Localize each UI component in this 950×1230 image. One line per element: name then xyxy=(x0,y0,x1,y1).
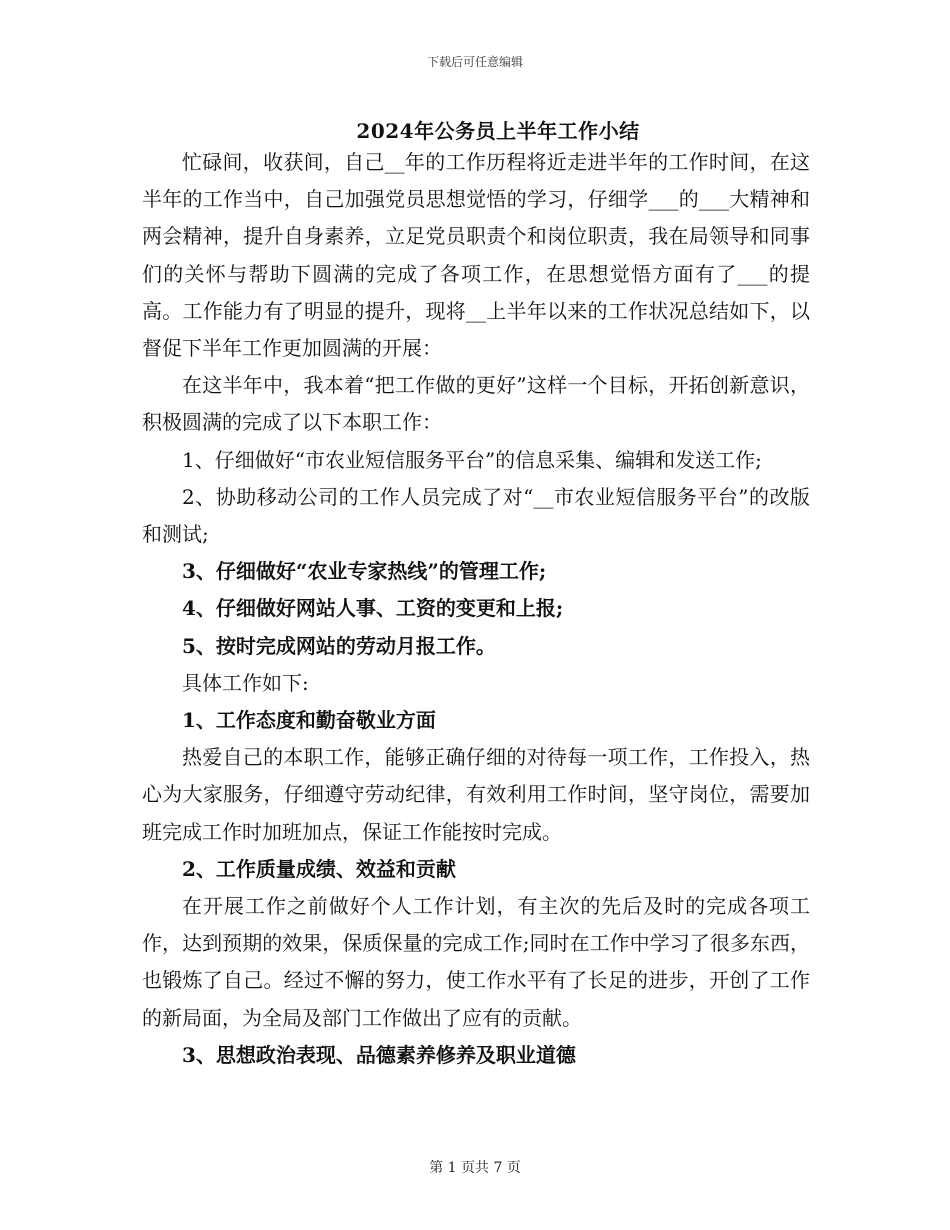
document-body xyxy=(142,144,810,1074)
page-header: 下载后可任意编辑 xyxy=(426,55,523,69)
document-title: 2024年公务员上半年工作小结 xyxy=(356,119,640,143)
paragraph-section-2: 在开展工作之前做好个人工作计划，有主次的先后及时的完成各项工作，达到预期的效果，保质保量的完成工作;同时在工作中学习了很多东西，也锻炼了自己。经过不懈的努力，使工作水平有了长足的进步，开创了工作的新局面，为全局及部门工作做出了应有的贡献。 xyxy=(142,894,810,1030)
list-item-5: 5、按时完成网站的劳动月报工作。 xyxy=(182,633,496,658)
paragraph-goal: 在这半年中，我本着“把工作做的更好”这样一个目标，开拓创新意识，积极圆满的完成了以下本职工作： xyxy=(142,373,810,435)
section-heading-2: 2、工作质量成绩、效益和贡献 xyxy=(182,856,456,881)
section-heading-1: 1、工作态度和勤奋敬业方面 xyxy=(182,708,436,733)
list-item-1: 1、仔细做好“市农业短信服务平台”的信息采集、编辑和发送工作; xyxy=(182,447,762,472)
list-item-3: 3、仔细做好“农业专家热线”的管理工作; xyxy=(182,559,547,584)
page-footer: 第 1 页共 7 页 xyxy=(429,1160,521,1176)
list-item-4: 4、仔细做好网站人事、工资的变更和上报; xyxy=(182,596,564,621)
section-heading-3: 3、思想政治表现、品德素养修养及职业道德 xyxy=(182,1042,576,1067)
paragraph-details-intro: 具体工作如下: xyxy=(182,670,309,695)
list-item-2: 2、协助移动公司的工作人员完成了对“__市农业短信服务平台”的改版和测试; xyxy=(142,484,810,547)
paragraph-section-1: 热爱自己的本职工作，能够正确仔细的对待每一项工作，工作投入，热心为大家服务，仔细遵守劳动纪律，有效利用工作时间，坚守岗位，需要加班完成工作时加班加点，保证工作能按时完成。 xyxy=(142,745,810,844)
paragraph-intro: 忙碌间，收获间，自己__年的工作历程将近走进半年的工作时间，在这半年的工作当中，自己加强党员思想觉悟的学习，仔细学___的___大精神和两会精神，提升自身素养，立足党员职责个和岗位职责，我在局领导和同事们的关怀与帮助下圆满的完成了各项工作，在思想觉悟方面有了___的提高。工作能力有了明显的提升，现将__上半年以来的工作状况总结如下，以督促下半年工作更加圆满的开展： xyxy=(142,150,810,361)
